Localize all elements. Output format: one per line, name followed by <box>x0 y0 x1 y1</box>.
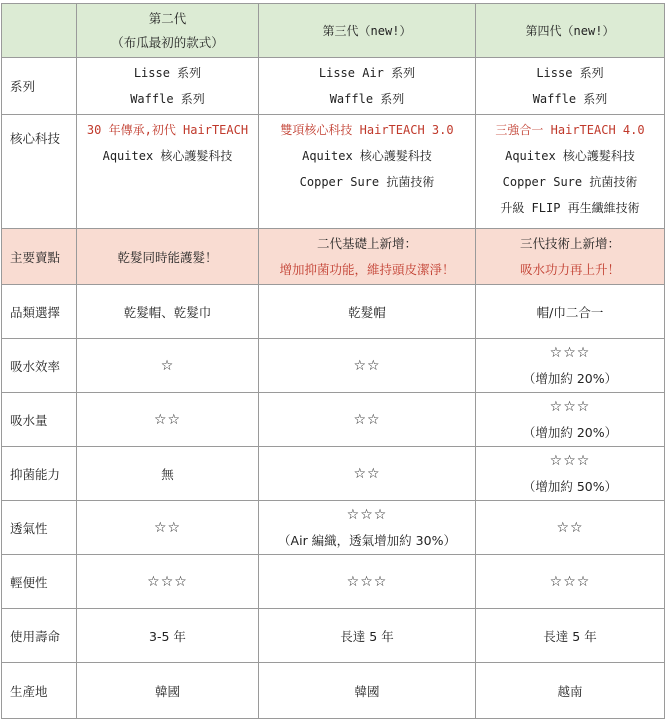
cell-line: 三代技術上新增： <box>519 235 620 251</box>
row-label: 抑菌能力 <box>2 447 77 501</box>
row-highlight <box>2 229 665 285</box>
row-core-tech <box>2 115 665 229</box>
star-rating: ☆☆ <box>476 501 665 555</box>
cell-line: Aquitex 核心護髮科技 <box>102 149 233 163</box>
row-label: 吸水效率 <box>2 339 77 393</box>
cell-line: 雙項核心科技 HairTEACH 3.0 <box>280 123 454 137</box>
row-label: 使用壽命 <box>2 609 77 663</box>
row-breathability <box>2 501 665 555</box>
star-rating: ☆☆☆ <box>259 555 476 609</box>
highlight-gen4 <box>476 229 665 285</box>
star-rating: ☆☆ <box>77 501 259 555</box>
star-rating: ☆☆ <box>77 393 259 447</box>
cell-note: （增加約 50%） <box>522 478 618 494</box>
cell-line: Waffle 系列 <box>130 92 205 106</box>
tech-gen2 <box>77 115 259 229</box>
cell-note: （Air 編織，透氣增加約 30%） <box>278 532 456 548</box>
gen2-subtitle: （布瓜最初的款式） <box>111 34 224 50</box>
origin-gen2: 韓國 <box>77 663 259 719</box>
life-gen3: 長達 5 年 <box>259 609 476 663</box>
cell-line: 二代基礎上新增： <box>316 235 417 251</box>
star-rating: ☆ <box>77 339 259 393</box>
antibac-gen2: 無 <box>77 447 259 501</box>
cell-line: 三強合一 HairTEACH 4.0 <box>495 123 645 137</box>
row-absorb-efficiency <box>2 339 665 393</box>
product-gen2: 乾髮帽、乾髮巾 <box>77 285 259 339</box>
row-origin <box>2 663 665 719</box>
cell-line: Lisse 系列 <box>133 66 202 80</box>
row-label: 吸水量 <box>2 393 77 447</box>
comparison-table <box>1 3 665 719</box>
star-rating: ☆☆ <box>259 447 476 501</box>
row-lifespan <box>2 609 665 663</box>
cell-line: 升級 FLIP 再生纖維技術 <box>500 201 640 215</box>
absorb-eff-gen4 <box>476 339 665 393</box>
cell-line: 增加抑菌功能，維持頭皮潔淨！ <box>279 261 455 277</box>
breath-gen3 <box>259 501 476 555</box>
header-gen4: 第四代（new!） <box>476 4 665 58</box>
cell-line: 30 年傳承,初代 HairTEACH <box>86 123 249 137</box>
cell-line: Waffle 系列 <box>532 92 608 106</box>
star-rating: ☆☆ <box>259 393 476 447</box>
star-rating: ☆☆☆ <box>77 555 259 609</box>
product-gen3: 乾髮帽 <box>259 285 476 339</box>
tech-gen3 <box>259 115 476 229</box>
gen2-title: 第二代 <box>148 10 187 26</box>
tech-gen4 <box>476 115 665 229</box>
highlight-gen2: 乾髮同時能護髮！ <box>77 229 259 285</box>
cell-line: 吸水功力再上升！ <box>519 261 620 277</box>
series-gen2 <box>77 58 259 115</box>
row-label: 核心科技 <box>2 115 77 229</box>
cell-line: Aquitex 核心護髮科技 <box>302 149 432 163</box>
row-label: 系列 <box>2 58 77 115</box>
header-gen2 <box>77 4 259 58</box>
cell-line: Waffle 系列 <box>329 92 405 106</box>
series-gen4 <box>476 58 665 115</box>
star-rating: ☆☆☆ <box>346 506 388 523</box>
cell-line: Aquitex 核心護髮科技 <box>505 149 635 163</box>
row-label: 透氣性 <box>2 501 77 555</box>
life-gen4: 長達 5 年 <box>476 609 665 663</box>
star-rating: ☆☆☆ <box>549 452 591 469</box>
row-product <box>2 285 665 339</box>
origin-gen4: 越南 <box>476 663 665 719</box>
cell-note: （增加約 20%） <box>522 370 618 386</box>
product-gen4: 帽/巾二合一 <box>476 285 665 339</box>
cell-line: Copper Sure 抗菌技術 <box>502 175 638 189</box>
highlight-gen3 <box>259 229 476 285</box>
antibac-gen4 <box>476 447 665 501</box>
series-gen3 <box>259 58 476 115</box>
absorb-amt-gen4 <box>476 393 665 447</box>
origin-gen3: 韓國 <box>259 663 476 719</box>
star-rating: ☆☆☆ <box>476 555 665 609</box>
row-label: 輕便性 <box>2 555 77 609</box>
row-portability <box>2 555 665 609</box>
row-absorb-amount <box>2 393 665 447</box>
header-blank-cell <box>2 4 77 58</box>
cell-line: Copper Sure 抗菌技術 <box>299 175 435 189</box>
row-label: 生產地 <box>2 663 77 719</box>
row-label: 主要賣點 <box>2 229 77 285</box>
header-gen3: 第三代（new!） <box>259 4 476 58</box>
life-gen2: 3-5 年 <box>77 609 259 663</box>
star-rating: ☆☆ <box>259 339 476 393</box>
row-series <box>2 58 665 115</box>
cell-note: （增加約 20%） <box>522 424 618 440</box>
row-label: 品類選擇 <box>2 285 77 339</box>
row-antibacterial <box>2 447 665 501</box>
star-rating: ☆☆☆ <box>549 344 591 361</box>
cell-line: Lisse 系列 <box>536 66 604 80</box>
star-rating: ☆☆☆ <box>549 398 591 415</box>
cell-line: Lisse Air 系列 <box>318 66 416 80</box>
header-row <box>2 4 665 58</box>
